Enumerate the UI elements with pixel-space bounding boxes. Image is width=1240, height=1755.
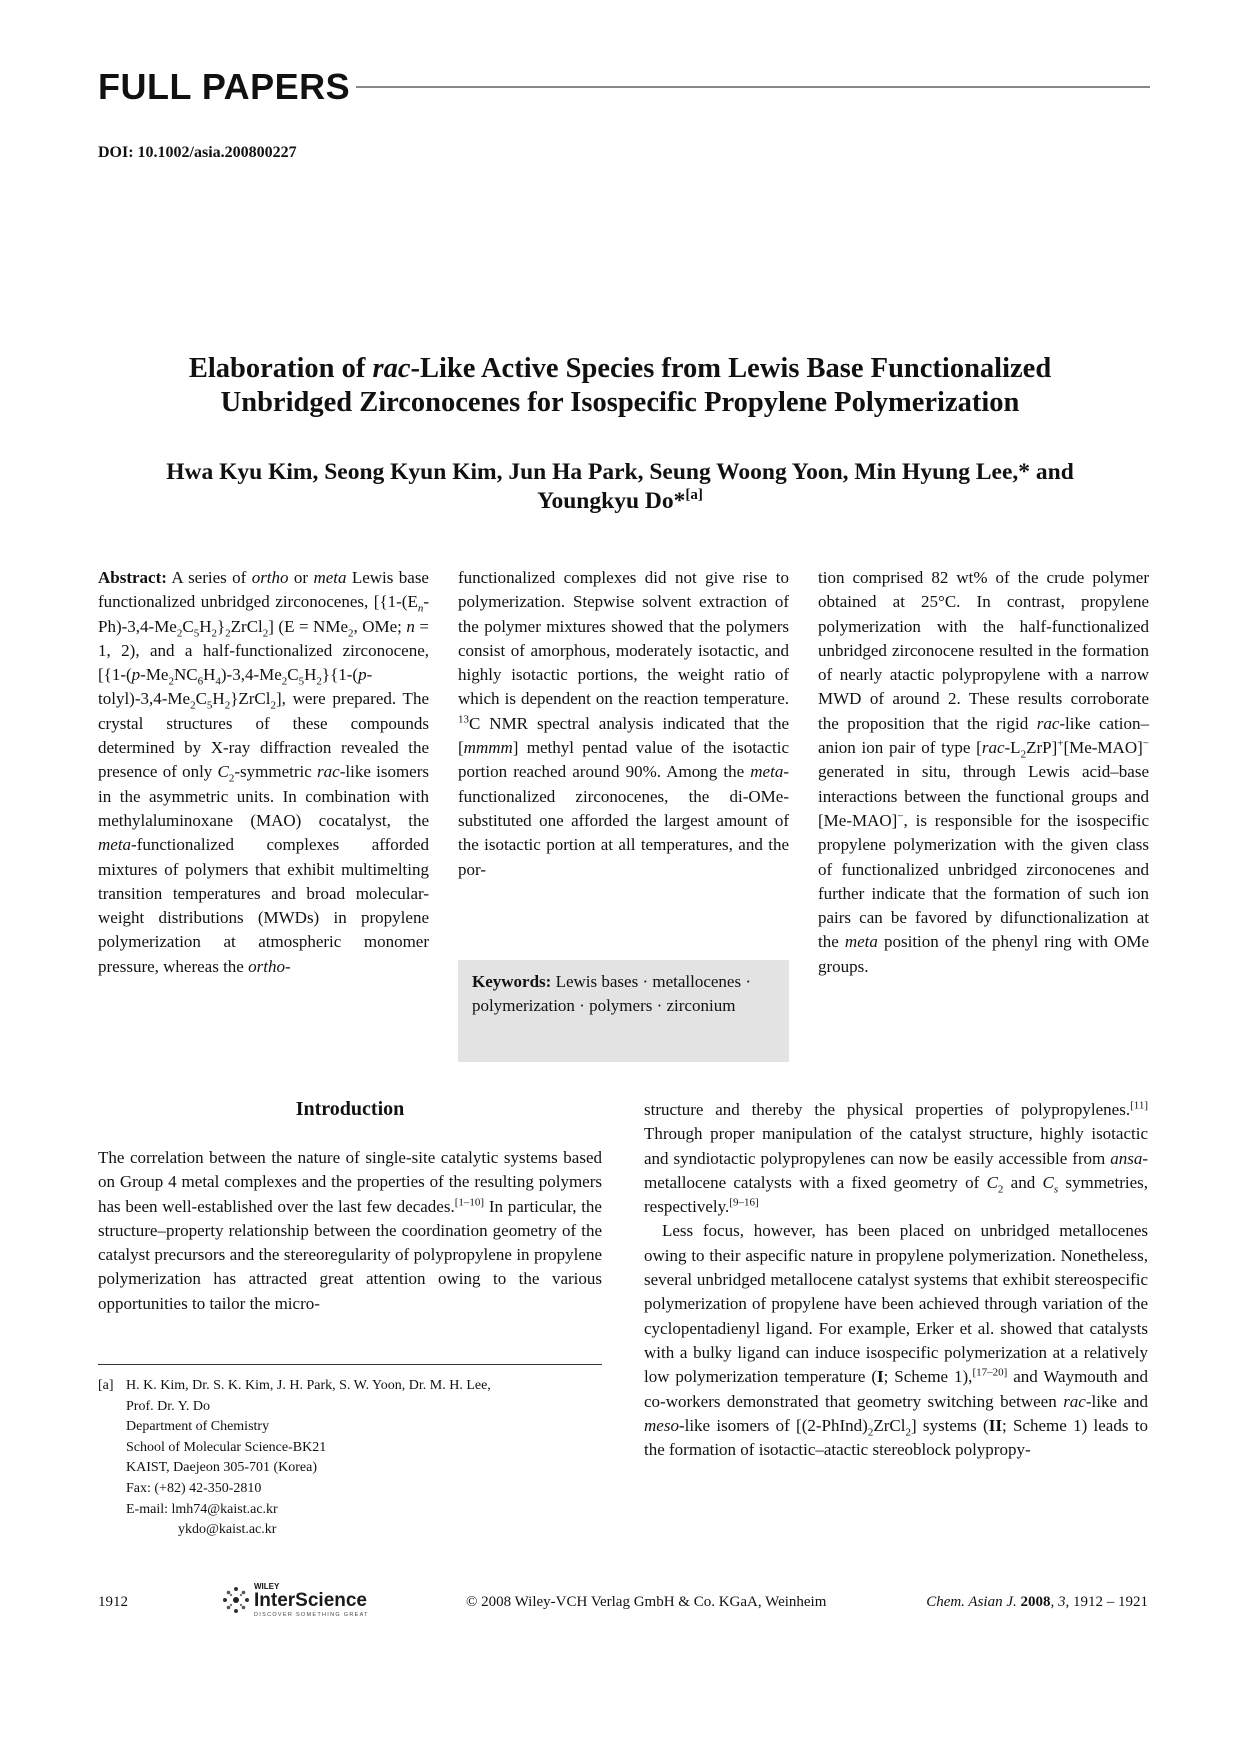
keywords-text: Lewis bases · metallocenes · polymerization · polymers · zirconium xyxy=(472,972,752,1016)
introduction-column-2: structure and thereby the physical properties of polypropylenes.[11] Through proper manipulation of the catalyst structure, highly isotactic and syndiotactic polypropylenes can now be easily accessible from ansa-metallocene catalysts with a fixed geometry of $C_2$ and $C_s$ symmetries, respectively.[9–16] Less focus, however, has been placed on unbridged metallocenes owing to their aspecific nature in propylene polymerization. Nonetheless, several unbridged metallocene catalyst systems that exhibit stereospecific polymerization of propylene have been achieved through variation of the cyclopentadienyl ligand. For example, Erker et al. showed that catalysts with a bulky ligand can induce isospecific polymerization at a relatively low polymerization temperature (I; Scheme 1),[17–20] and Waymouth and co-workers demonstrated that geometry switching between rac-like and meso-like isomers of $[(2-PhInd)_2ZrCl_2]$ systems (II; Scheme 1) leads to the formation of isotactic–atactic stereoblock polypropy- xyxy=(644,1099,1149,1460)
copyright: © 2008 Wiley-VCH Verlag GmbH & Co. KGaA, Weinheim xyxy=(466,1594,827,1610)
abstract-column-3: tion comprised 82 wt% of the crude polymer obtained at 25°C. In contrast, propylene polymerization with the half-functionalized unbridged zirconocene resulted in the formation of nearly atactic polypropylene with a narrow MWD of around 2. These results corroborate the proposition that the rigid rac-like cation–anion ion pair of type $[rac-L_2ZrP]^+[Me-MAO]^-$ generated in situ, through Lewis acid–base interactions between the functional groups and [Me-MAO]−, is responsible for the isospecific propylene polymerization with the given class of functionalized unbridged zirconocenes and further indicate that the formation of such ion pairs can be favored by difunctionalization at the meta position of the phenyl ring with OMe groups. xyxy=(818,568,1149,976)
globe-icon xyxy=(220,1584,252,1616)
affiliation-footnote: [a] H. K. Kim, Dr. S. K. Kim, J. H. Park, S. W. Yoon, Dr. M. H. Lee, Prof. Dr. Y. Do Department of Chemistry School of Molecular Science-BK21 KAIST, Daejeon 305-701 (Korea) Fax: (+82) 42-350-2810 E-mail: lmh74@kaist.ac.kr ykdo@kaist.ac.kr xyxy=(98,1376,602,1541)
interscience-logo: WILEY InterScience DISCOVER SOMETHING GREAT xyxy=(220,1582,380,1618)
doi: DOI: 10.1002/asia.200800227 xyxy=(98,144,297,161)
footnote-rule xyxy=(98,1364,602,1365)
affiliation-mark: [a] xyxy=(685,487,703,504)
abstract-column-1: Abstract: A series of ortho or meta Lewis base functionalized unbridged zirconocenes, $[\{1-(E_n-Ph)-3,4-Me_2C_5H_2\}_2ZrCl_2] (E = NMe_2$, OMe; n = 1, 2), and a half-functionalized zirconocene, $[\{1-(p-Me_2NC_6H_4)-3,4-Me_2C_5H_2\}\{1-(p-tolyl)-3,4-Me_2C_5H_2\}ZrCl_2]$, were prepared. The crystal structures of these compounds determined by X-ray diffraction revealed the presence of only $C_2$-symmetric rac-like isomers in the asymmetric units. In combination with methylaluminoxane (MAO) cocatalyst, the meta-functionalized complexes afforded mixtures of polymers that exhibit multimelting transition temperatures and broad molecular-weight distributions (MWDs) in propylene polymerization at atmospheric monomer pressure, whereas the ortho- xyxy=(98,568,429,976)
email-line-1: E-mail: lmh74@kaist.ac.kr xyxy=(126,1501,278,1517)
keywords-label: Keywords: xyxy=(472,972,552,991)
introduction-heading: Introduction xyxy=(295,1098,405,1120)
page-number: 1912 xyxy=(98,1594,128,1610)
journal-citation: Chem. Asian J. 2008, 3, 1912 – 1921 xyxy=(926,1594,1148,1610)
abstract-label: Abstract: xyxy=(98,568,167,587)
article-title: Elaboration of rac-Like Active Species from Lewis Base Functionalized Unbridged Zirconocenes for Isospecific Propylene Polymerization xyxy=(188,353,1052,418)
author-list: Hwa Kyu Kim, Seong Kyun Kim, Jun Ha Park, Seung Woong Yoon, Min Hyung Lee,* and Youngkyu Do*[a] xyxy=(166,459,1074,514)
keywords-box xyxy=(458,960,789,1062)
journal-header xyxy=(98,64,1150,110)
introduction-column-1: The correlation between the nature of single-site catalytic systems based on Group 4 metal complexes and the properties of the resulting polymers has been well-established over the last few decades.[1–10] In particular, the structure–property relationship between the coordination geometry of the catalyst precursors and the stereoregularity of polypropylene in propylene polymerization has attracted great attention owing to the various opportunities to tailor the micro- xyxy=(98,1148,602,1313)
email-line-2: ykdo@kaist.ac.kr xyxy=(178,1522,277,1538)
abstract-column-2: functionalized complexes did not give rise to polymerization. Stepwise solvent extraction of the polymer mixtures showed that the polymers consist of amorphous, moderately isotactic, and highly isotactic portions, the weight ratio of which is dependent on the reaction temperature. $^{13}$C NMR spectral analysis indicated that the [mmmm] methyl pentad value of the isotactic portion reached around 90%. Among the meta-functionalized zirconocenes, the di-OMe-substituted one afforded the largest amount of the isotactic portion at all temperatures, and the por- xyxy=(458,568,789,879)
section-label: FULL PAPERS xyxy=(98,64,356,110)
